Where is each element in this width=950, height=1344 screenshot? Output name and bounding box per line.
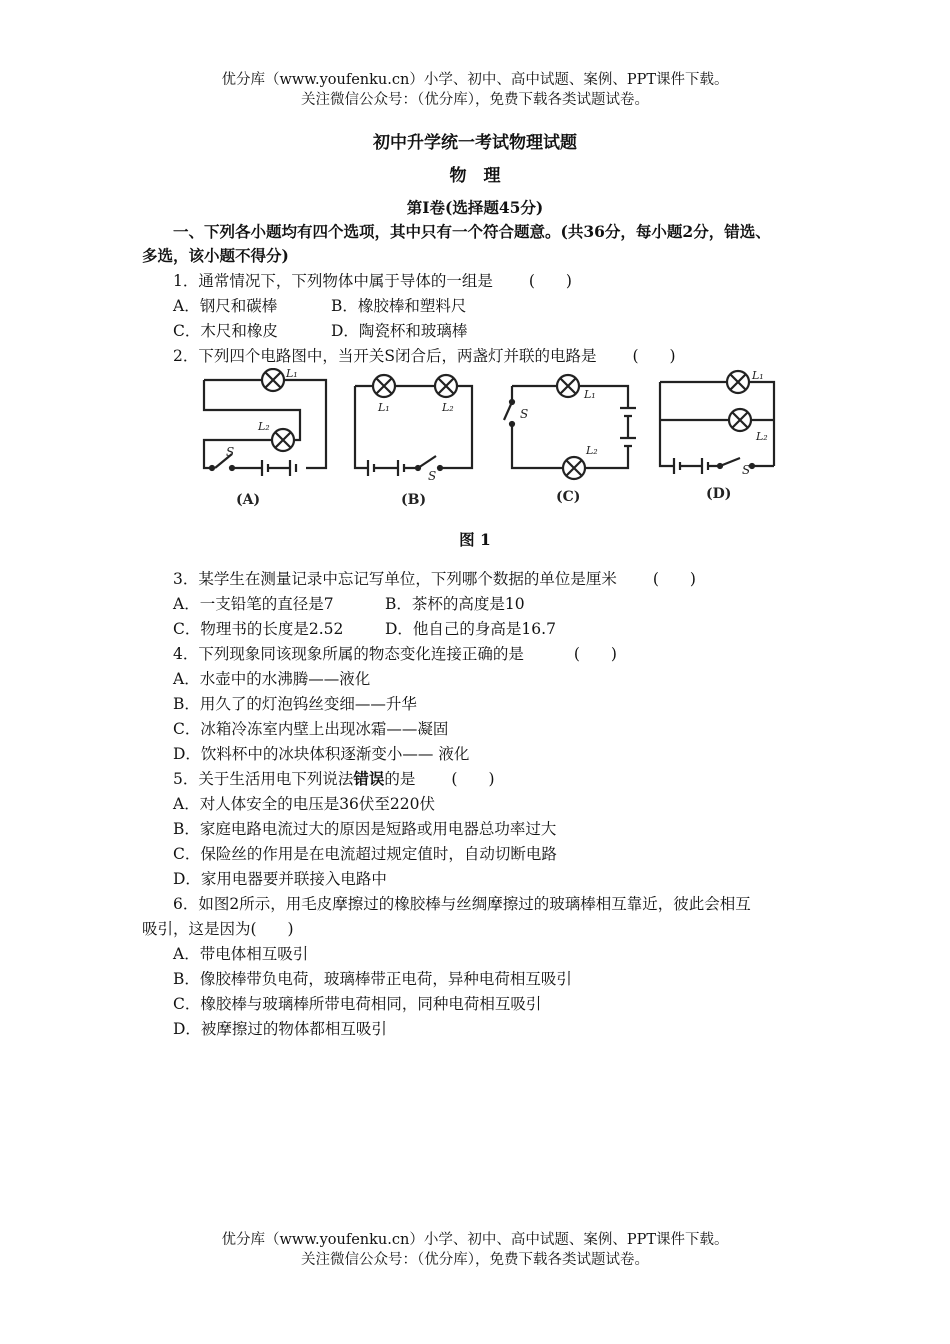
q3-option-d: D．他自己的身高是16.7 — [385, 620, 556, 638]
q5-stem — [173, 768, 495, 790]
q1-option-a: A．钢尺和碳棒 — [173, 297, 278, 315]
exam-title: 初中升学统一考试物理试题 — [373, 133, 577, 153]
q1-stem-text: 1．通常情况下，下列物体中属于导体的一组是 — [173, 272, 493, 290]
circuit-b-label: (B) — [401, 492, 427, 508]
footer-line-1: 优分库（www.youfenku.cn）小学、初中、高中试题、案例、PPT课件下载。 — [221, 1232, 729, 1248]
label-a-l2: L₂ — [258, 420, 270, 433]
q4-answer-paren: ( ) — [573, 645, 617, 663]
footer-line-2: 关注微信公众号：（优分库），免费下载各类试题试卷。 — [301, 1252, 649, 1268]
q2-stem — [173, 345, 676, 367]
part-title: 第Ⅰ卷(选择题45分) — [406, 198, 544, 217]
circuit-d-label: (D) — [706, 486, 732, 502]
label-a-s: S — [226, 445, 235, 459]
q1-option-b: B．橡胶棒和塑料尺 — [331, 297, 467, 315]
q5-stem-pre: 5．关于生活用电下列说法 — [173, 770, 354, 788]
q5-stem-emphasis: 错误 — [353, 769, 385, 788]
q5-option-d: D．家用电器要并联接入电路中 — [173, 870, 387, 888]
q5-stem-post: 的是 — [384, 770, 416, 788]
lamp-l1-b — [373, 375, 395, 397]
q2-stem-text: 2．下列四个电路图中，当开关S闭合后，两盏灯并联的电路是 — [173, 347, 597, 365]
q3-option-c: C．物理书的长度是2.52 — [173, 620, 344, 638]
label-d-l1: L₁ — [752, 369, 764, 382]
q4-stem — [173, 643, 617, 665]
lamp-l1-d — [727, 371, 749, 393]
lamp-l1-c — [557, 375, 579, 397]
q6-option-c: C．橡胶棒与玻璃棒所带电荷相同，同种电荷相互吸引 — [173, 995, 542, 1013]
circuit-b — [355, 375, 472, 476]
q6-option-b: B．像胶棒带负电荷，玻璃棒带正电荷，异种电荷相互吸引 — [173, 970, 572, 988]
q6-stem-line-2: 吸引，这是因为( ) — [142, 920, 294, 938]
circuit-c — [504, 375, 636, 479]
q5-option-c: C．保险丝的作用是在电流超过规定值时，自动切断电路 — [173, 845, 557, 863]
circuit-c-label: (C) — [556, 489, 581, 505]
label-c-l2: L₂ — [586, 444, 598, 457]
q4-option-d: D．饮料杯中的冰块体积逐渐变小—— 液化 — [173, 745, 470, 763]
label-b-s: S — [428, 469, 437, 483]
q3-answer-paren: ( ) — [652, 570, 696, 588]
figure-1-caption: 图 1 — [459, 530, 491, 549]
q4-option-a: A．水壶中的水沸腾——液化 — [173, 670, 371, 688]
section-instruction-2: 多选，该小题不得分) — [142, 246, 289, 265]
header-line-2: 关注微信公众号：（优分库），免费下载各类试题试卷。 — [301, 92, 649, 108]
figure-1-circuits — [0, 368, 950, 548]
label-c-s: S — [520, 407, 529, 421]
circuit-a-label: (A) — [236, 492, 261, 508]
q3-stem-text: 3．某学生在测量记录中忘记写单位，下列哪个数据的单位是厘米 — [173, 570, 617, 588]
q5-answer-paren: ( ) — [451, 770, 495, 788]
q2-answer-paren: ( ) — [632, 347, 676, 365]
label-d-l2: L₂ — [756, 430, 768, 443]
lamp-l2-b — [435, 375, 457, 397]
circuit-d — [660, 371, 774, 474]
label-a-l1: L₁ — [286, 368, 298, 380]
q1-option-c: C．木尺和橡皮 — [173, 322, 278, 340]
q4-stem-text: 4．下列现象同该现象所属的物态变化连接正确的是 — [173, 645, 524, 663]
lamp-l2-a — [272, 429, 294, 451]
label-b-l1: L₁ — [378, 401, 390, 414]
q1-option-d: D．陶瓷杯和玻璃棒 — [331, 322, 468, 340]
subject-title: 物 理 — [449, 166, 501, 186]
lamp-l1-a — [262, 369, 284, 391]
q4-option-c: C．冰箱冷冻室内壁上出现冰霜——凝固 — [173, 720, 449, 738]
q5-option-a: A．对人体安全的电压是36伏至220伏 — [173, 795, 436, 813]
header-line-1: 优分库（www.youfenku.cn）小学、初中、高中试题、案例、PPT课件下载。 — [221, 72, 729, 88]
lamp-l2-d — [729, 409, 751, 431]
q3-option-b: B．茶杯的高度是10 — [385, 595, 525, 613]
q5-option-b: B．家庭电路电流过大的原因是短路或用电器总功率过大 — [173, 820, 557, 838]
q6-stem-line-1: 6．如图2所示，用毛皮摩擦过的橡胶棒与丝绸摩擦过的玻璃棒相互靠近，彼此会相互 — [173, 895, 751, 913]
q3-option-a: A．一支铅笔的直径是7 — [173, 595, 334, 613]
q6-option-a: A．带电体相互吸引 — [173, 945, 309, 963]
section-instruction-1: 一、下列各小题均有四个选项，其中只有一个符合题意。(共36分，每小题2分，错选、 — [173, 222, 771, 241]
q1-answer-paren: ( ) — [528, 272, 572, 290]
lamp-l2-c — [563, 457, 585, 479]
label-d-s: S — [742, 463, 751, 477]
label-c-l1: L₁ — [584, 388, 596, 401]
q3-stem — [173, 568, 696, 590]
q6-option-d: D．被摩擦过的物体都相互吸引 — [173, 1020, 387, 1038]
q4-option-b: B．用久了的灯泡钨丝变细——升华 — [173, 695, 417, 713]
q1-stem — [173, 270, 572, 292]
label-b-l2: L₂ — [442, 401, 454, 414]
